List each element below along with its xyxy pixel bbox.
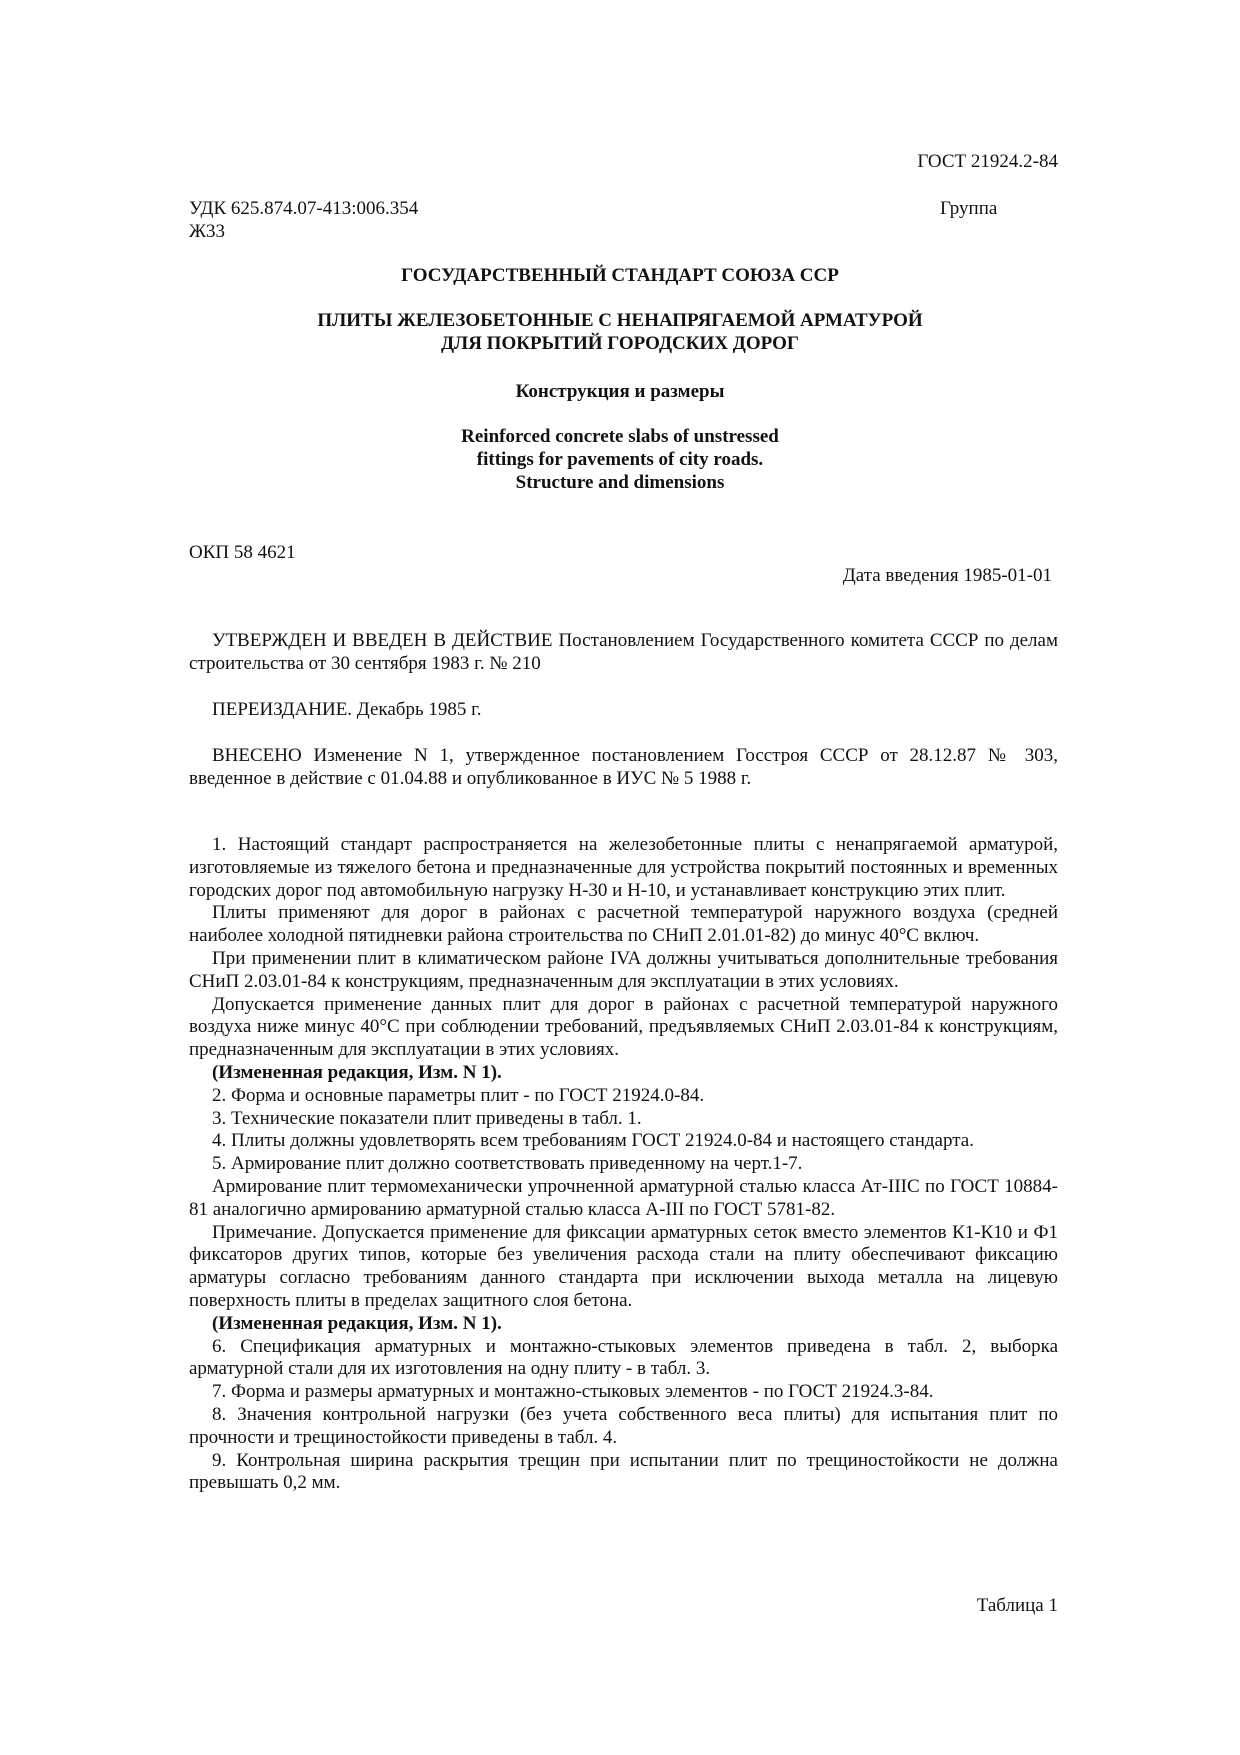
amendment-block xyxy=(189,745,1058,791)
approval-text: УТВЕРЖДЕН И ВВЕДЕН В ДЕЙСТВИЕ Постановлением Государственного комитета СССР по делам строительства от 30 сентября 1983 г. № 210 xyxy=(189,630,1058,674)
reissue-text: ПЕРЕИЗДАНИЕ. Декабрь 1985 г. xyxy=(212,699,482,720)
paragraph-6: 6. Спецификация арматурных и монтажно-стыковых элементов приведена в табл. 2, выборка арматурной стали для их изготовления на одну плиту - в табл. 3. xyxy=(189,1335,1058,1380)
approval-block xyxy=(189,630,1058,676)
paragraph-climate-iva: При применении плит в климатическом районе IVA должны учитываться дополнительные требования СНиП 2.03.01-84 к конструкциям, предназначенным для эксплуатации в этих условиях. xyxy=(189,947,1058,992)
paragraph-reinforcement: Армирование плит термомеханически упрочненной арматурной сталью класса Ат-IIIС по ГОСТ 10884-81 аналогично армированию арматурной сталью класса А-III по ГОСТ 5781-82. xyxy=(189,1175,1058,1220)
udk-code: УДК 625.874.07-413:006.354 xyxy=(189,198,419,219)
group-code: Ж33 xyxy=(189,221,226,242)
amendment-note-2: (Измененная редакция, Изм. N 1). xyxy=(212,1312,502,1334)
paragraph-3: 3. Технические показатели плит приведены в табл. 1. xyxy=(212,1107,642,1129)
document-body xyxy=(189,834,1058,1495)
paragraph-low-temperature: Допускается применение данных плит для дорог в районах с расчетной температурой наружного воздуха ниже минус 40°С при соблюдении требований, предъявляемых СНиП 2.03.01-84 к конструкциям, предназначенным для эксплуатации в этих условиях. xyxy=(189,993,1058,1061)
english-title-line3: Structure and dimensions xyxy=(515,472,725,493)
english-title-line1: Reinforced concrete slabs of unstressed xyxy=(461,426,779,447)
document-code: ГОСТ 21924.2-84 xyxy=(917,151,1058,172)
document-title-line2: ДЛЯ ПОКРЫТИЙ ГОРОДСКИХ ДОРОГ xyxy=(440,333,800,354)
amendment-note-1: (Измененная редакция, Изм. N 1). xyxy=(212,1061,502,1083)
group-label: Группа xyxy=(940,198,998,219)
paragraph-8: 8. Значения контрольной нагрузки (без учета собственного веса плиты) для испытания плит по прочности и трещиностойкости приведены в табл. 4. xyxy=(189,1403,1058,1448)
introduction-date: Дата введения 1985-01-01 xyxy=(842,565,1052,586)
paragraph-1: 1. Настоящий стандарт распространяется на железобетонные плиты с ненапрягаемой арматурой, изготовляемые из тяжелого бетона и предназначенные для устройства покрытий постоянных и временных городских дорог под автомобильную нагрузку Н-30 и Н-10, и устанавливает конструкцию этих плит. xyxy=(189,834,1058,901)
okp-code: ОКП 58 4621 xyxy=(189,542,296,563)
table-caption: Таблица 1 xyxy=(976,1595,1058,1616)
paragraph-9: 9. Контрольная ширина раскрытия трещин при испытании плит по трещиностойкости не должна превышать 0,2 мм. xyxy=(189,1449,1058,1494)
reissue-block xyxy=(189,699,1058,722)
paragraph-note: Примечание. Допускается применение для фиксации арматурных сеток вместо элементов К1-К10 и Ф1 фиксаторов других типов, которые без увеличения расхода стали на плиту обеспечивают фиксацию арматуры согласно требованиям данного стандарта при исключении выхода металла на лицевую поверхность плиты в пределах защитного слоя бетона. xyxy=(189,1221,1058,1311)
paragraph-temperature: Плиты применяют для дорог в районах с расчетной температурой наружного воздуха (средней наиболее холодной пятидневки района строительства по СНиП 2.01.01-82) до минус 40°С включ. xyxy=(189,902,1058,947)
paragraph-5: 5. Армирование плит должно соответствовать приведенному на черт.1-7. xyxy=(212,1153,803,1175)
english-title-line2: fittings for pavements of city roads. xyxy=(476,449,764,470)
document-title-line1: ПЛИТЫ ЖЕЛЕЗОБЕТОННЫЕ С НЕНАПРЯГАЕМОЙ АРМАТУРОЙ xyxy=(317,310,923,331)
amendment-text: ВНЕСЕНО Изменение N 1, утвержденное постановлением Госстроя СССР от 28.12.87 № 303, введенное в действие с 01.04.88 и опубликованное в ИУС № 5 1988 г. xyxy=(189,745,1058,789)
document-subtitle: Конструкция и размеры xyxy=(515,381,725,402)
standard-title: ГОСУДАРСТВЕННЫЙ СТАНДАРТ СОЮЗА ССР xyxy=(401,265,839,286)
paragraph-2: 2. Форма и основные параметры плит - по ГОСТ 21924.0-84. xyxy=(212,1084,705,1106)
paragraph-4: 4. Плиты должны удовлетворять всем требованиям ГОСТ 21924.0-84 и настоящего стандарта. xyxy=(212,1130,974,1152)
paragraph-7: 7. Форма и размеры арматурных и монтажно-стыковых элементов - по ГОСТ 21924.3-84. xyxy=(212,1381,934,1403)
